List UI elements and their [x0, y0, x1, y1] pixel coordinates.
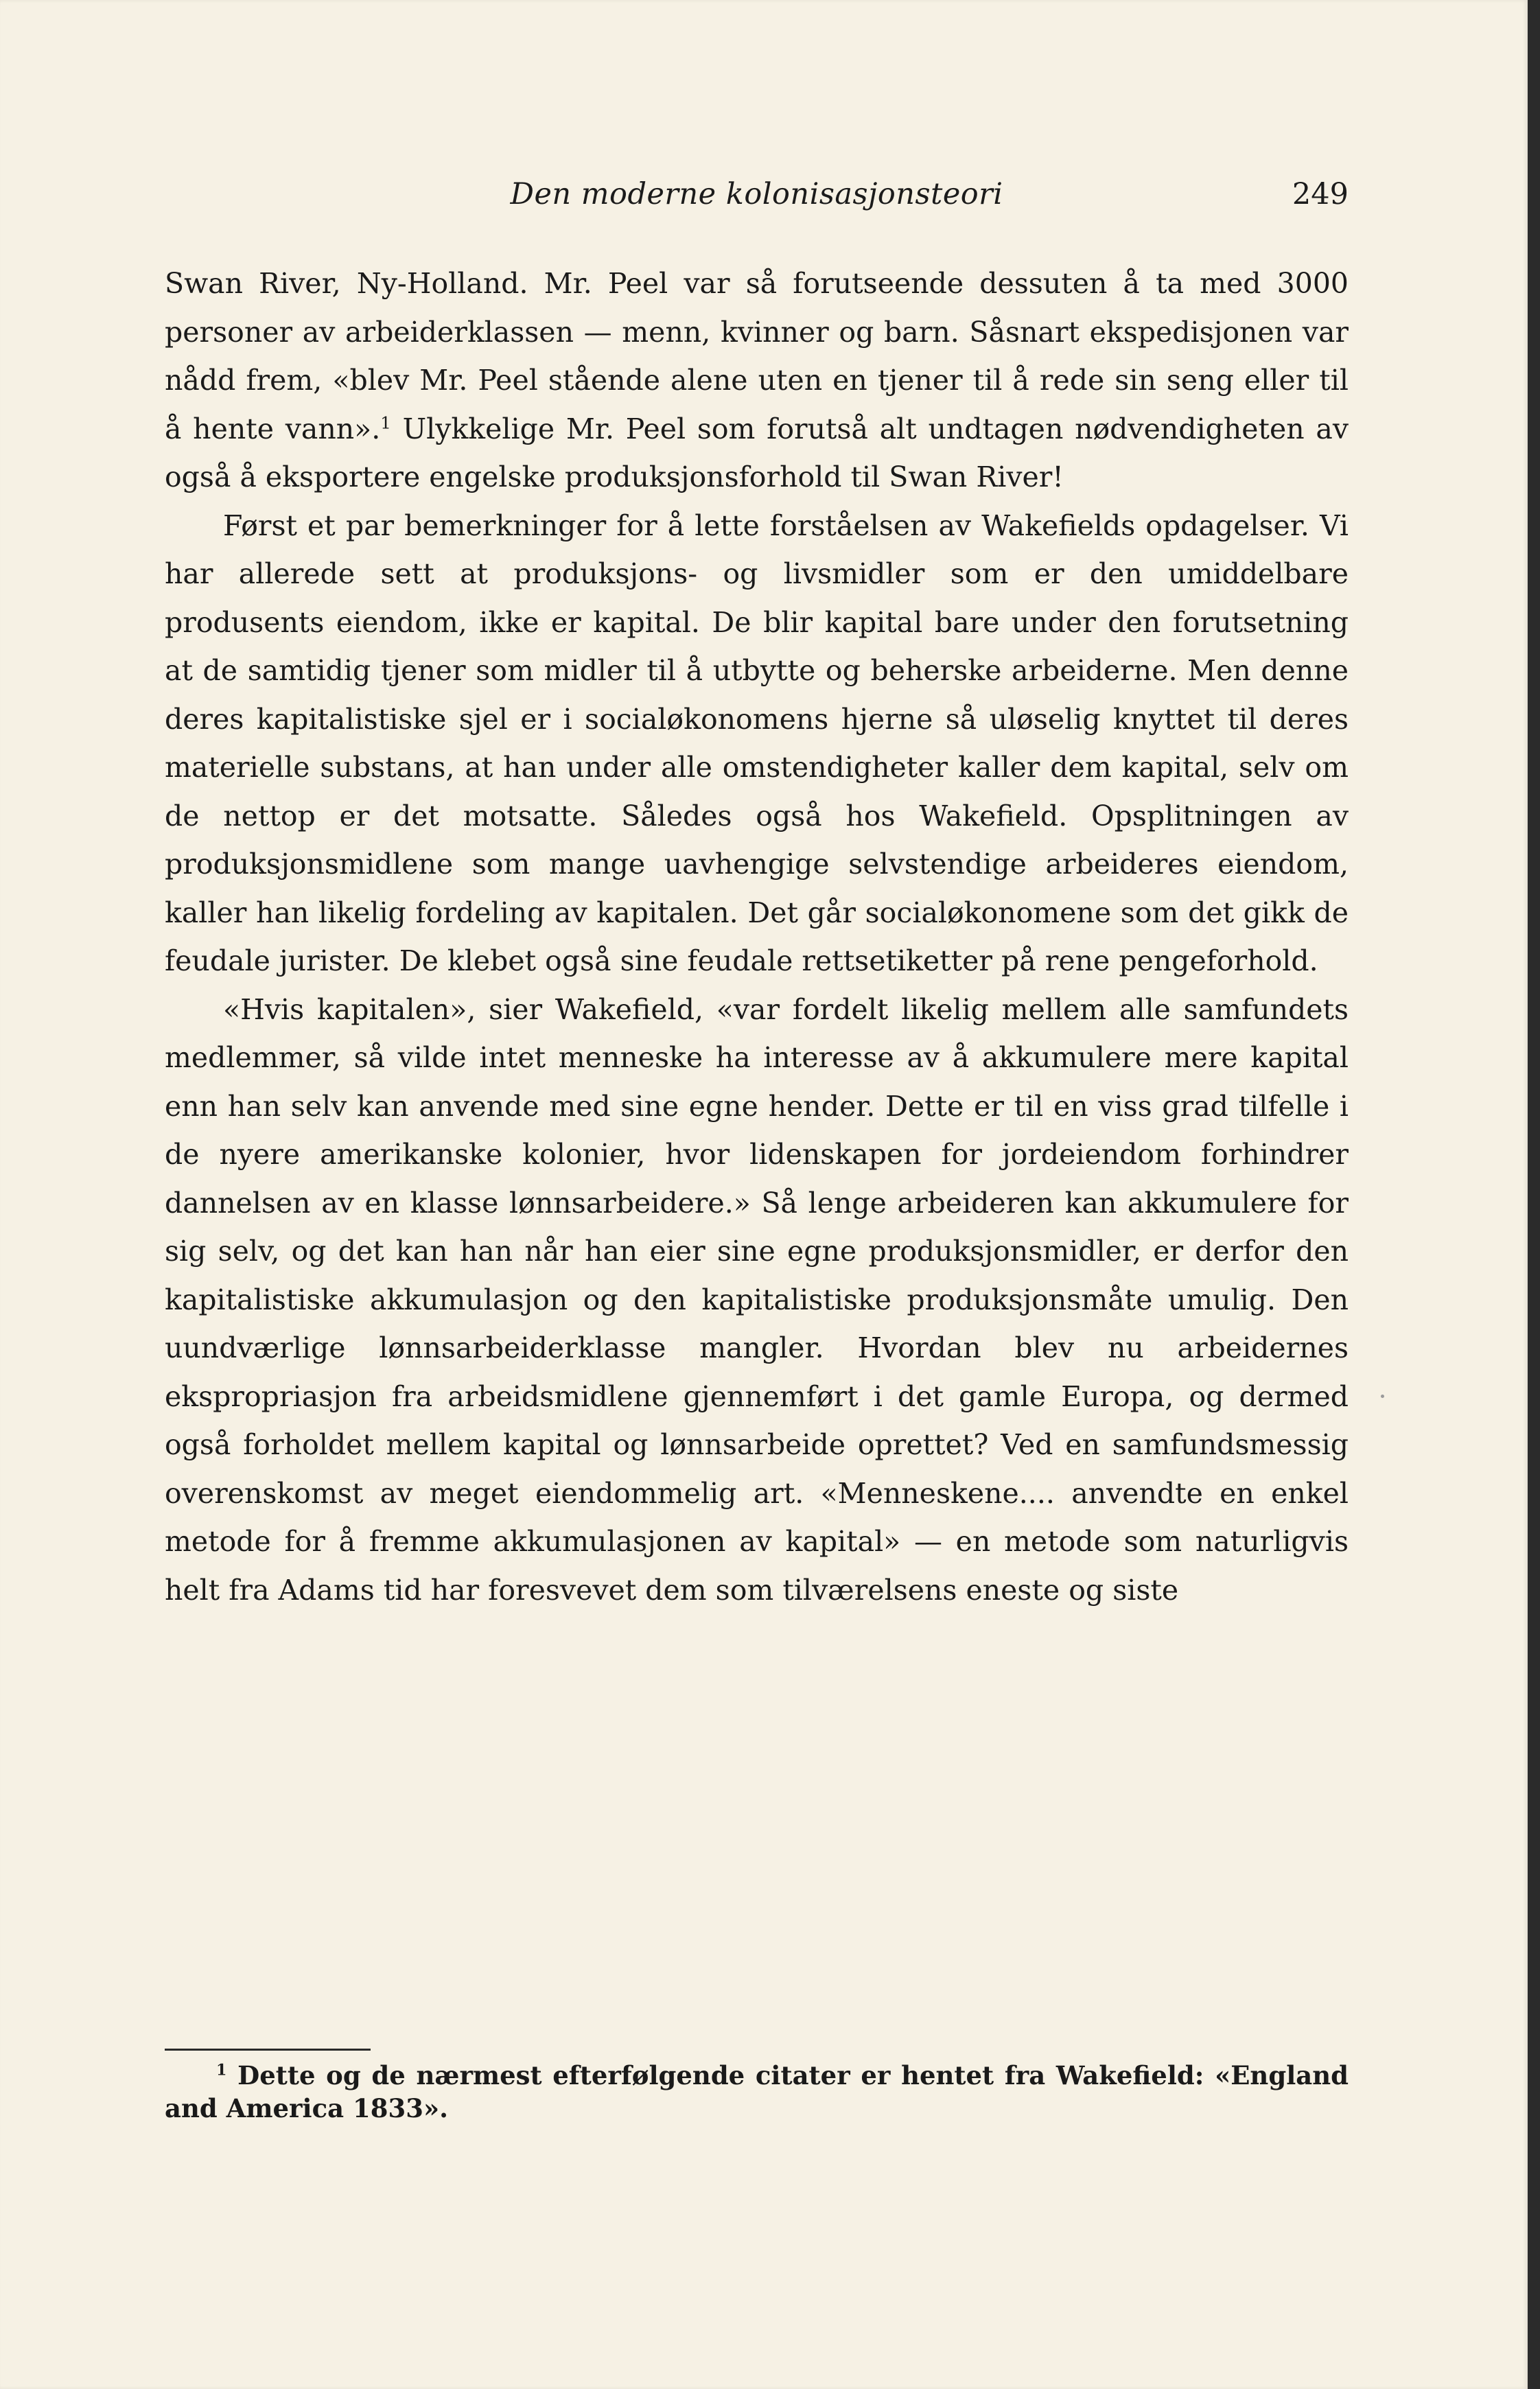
paragraph	[165, 259, 1349, 502]
body-text	[165, 259, 1349, 1614]
footnote-text: Dette og de nærmest efterfølgende citater er hentet fra Wakefield: «England and America 1833».	[165, 2060, 1349, 2123]
footnote-marker: 1	[216, 2061, 227, 2079]
footnote	[165, 2059, 1349, 2125]
paper-speck	[1381, 1395, 1384, 1398]
page-header	[165, 177, 1349, 221]
paragraph: Først et par bemerkninger for å lette forståelsen av Wakefields opdagelser. Vi har allerede sett at produksjons- og livsmidler som er den umiddelbare produsents eiendom, ikke er kapital. De blir kapital bare under den forutsetning at de samtidig tjener som midler til å utbytte og beherske arbeiderne. Men denne deres kapitalistiske sjel er i socialøkonomens hjerne så uløselig knyttet til deres materielle substans, at han under alle omstendigheter kaller dem kapital, selv om de nettop er det motsatte. Således også hos Wakefield. Opsplitningen av produksjonsmidlene som mange uavhengige selvstendige arbeideres eiendom, kaller han likelig fordeling av kapitalen. Det går socialøkonomene som det gikk de feudale jurister. De klebet også sine feudale rettsetiketter på rene pengeforhold.	[165, 509, 1349, 977]
page-edge	[1528, 0, 1540, 2389]
paragraph-text: Swan River, Ny-Holland. Mr. Peel var så forutseende dessuten å ta med 3000 personer av arbeiderklassen — menn, kvinner og barn. Såsnart ekspedisjonen var nådd frem, «blev Mr. Peel stående alene uten en tjener til å rede sin seng eller til å hente vann».	[165, 267, 1349, 445]
paragraph-text: Ulykkelige Mr. Peel som forutså alt undtagen nødvendigheten av også å eksportere engelske produksjonsforhold til Swan River!	[165, 412, 1349, 493]
running-title: Den moderne kolonisasjonsteori	[510, 177, 1003, 211]
footnote-reference: 1	[380, 412, 391, 432]
footnotes	[165, 2059, 1349, 2125]
footnote-divider	[165, 2049, 371, 2051]
page-number: 249	[1292, 177, 1349, 211]
paragraph: «Hvis kapitalen», sier Wakefield, «var fordelt likelig mellem alle samfundets medlemmer, så vilde intet menneske ha interesse av å akkumulere mere kapital enn han selv kan anvende med sine egne hender. Dette er til en viss grad tilfelle i de nyere amerikanske kolonier, hvor lidenskapen for jordeiendom forhindrer dannelsen av en klasse lønnsarbeidere.» Så lenge arbeideren kan akkumulere for sig selv, og det kan han når han eier sine egne produksjonsmidler, er derfor den kapitalistiske akkumulasjon og den kapitalistiske produksjonsmåte umulig. Den uundværlige lønnsarbeiderklasse mangler. Hvordan blev nu arbeidernes ekspropriasjon fra arbeidsmidlene gjennemført i det gamle Europa, og dermed også forholdet mellem kapital og lønnsarbeide oprettet? Ved en samfundsmessig overenskomst av meget eiendommelig art. «Menneskene.... anvendte en enkel metode for å fremme akkumulasjonen av kapital» — en metode som naturligvis helt fra Adams tid har foresvevet dem som tilværelsens eneste og siste	[165, 992, 1349, 1607]
